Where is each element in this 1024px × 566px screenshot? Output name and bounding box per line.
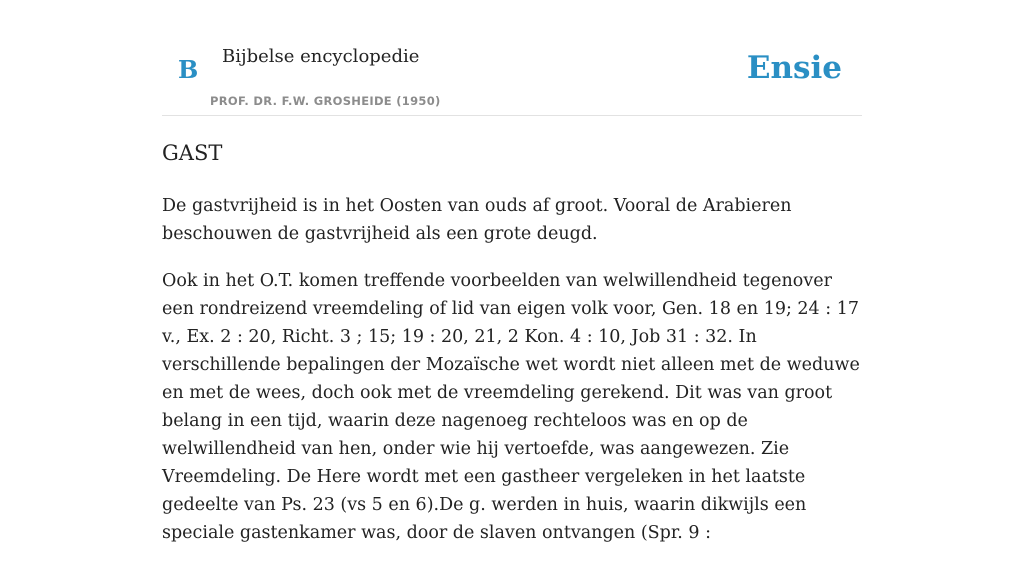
paragraph: Ook in het O.T. komen treffende voorbeelden van welwillendheid tegenover een rondreizend vreemdeling of lid van eigen volk voor, Gen. 18 en 19; 24 : 17 v., Ex. 2 : 20, Richt. 3 ; 15; 19 : 20, 21, 2 Kon. 4 : 10, Job 31 : 32. In verschillende bepalingen der Mozaïsche wet wordt niet alleen met de weduwe en met de wees, doch ook met de vreemdeling gerekend. Dit was van groot belang in een tijd, waarin deze nagenoeg rechteloos was en op de welwillendheid van hen, onder wie hij vertoefde, was aangewezen. Zie Vreemdeling. De Here wordt met een gastheer vergeleken in het laatste gedeelte van Ps. 23 (vs 5 en 6).De g. werden in huis, waarin dikwijls een speciale gastenkamer was, door de slaven ontvangen (Spr. 9 : — [162, 271, 860, 543]
entry-title: GAST — [162, 141, 223, 165]
entry-content — [162, 192, 862, 566]
book-logo-letter[interactable]: B — [178, 55, 199, 84]
article-page — [162, 0, 862, 543]
book-title-link[interactable]: Bijbelse encyclopedie — [222, 46, 420, 67]
paragraph: De gastvrijheid is in het Oosten van ouds af groot. Vooral de Arabieren beschouwen de gastvrijheid als een grote deugd. — [162, 196, 792, 244]
book-author: PROF. DR. F.W. GROSHEIDE (1950) — [210, 94, 441, 108]
book-header — [162, 0, 862, 116]
ensie-logo[interactable]: Ensie — [746, 50, 842, 86]
